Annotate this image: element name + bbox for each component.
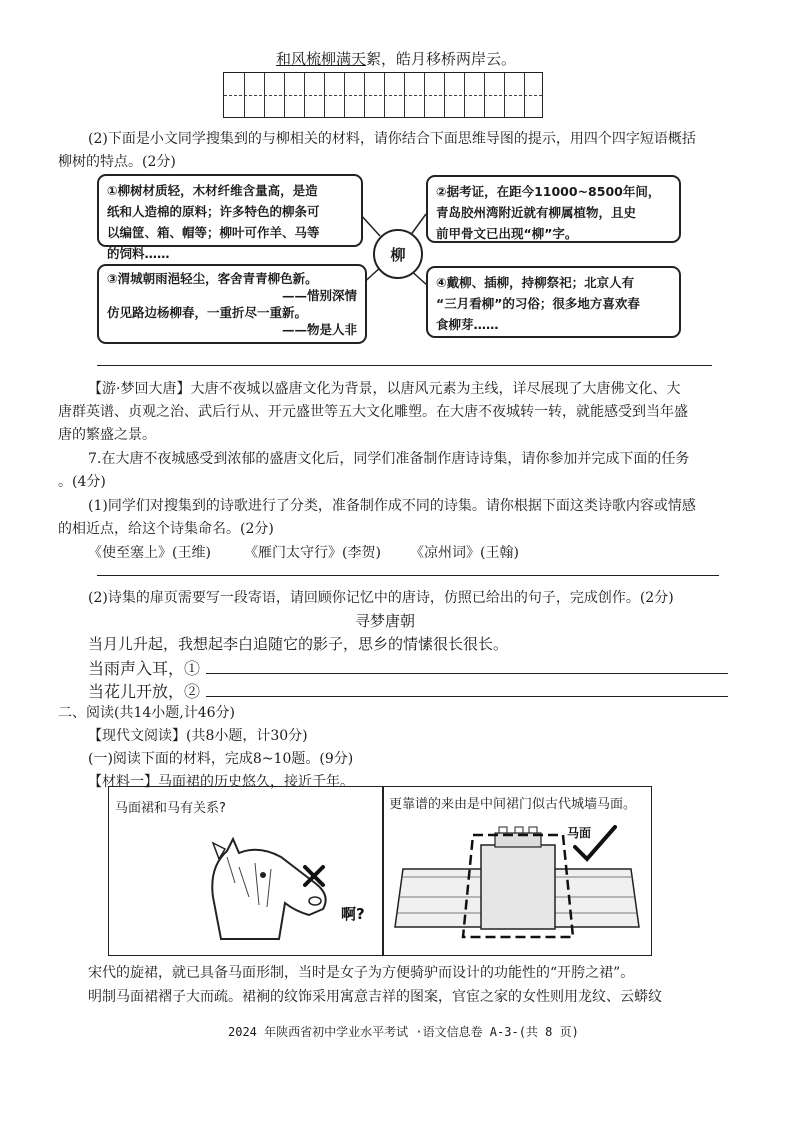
q7-sub2: (2)诗集的扉页需要写一段寄语，请回顾你记忆中的唐诗，仿照已给出的句子，完成创作。(2分) bbox=[88, 590, 674, 606]
mindmap-box-1: ①柳树材质轻，木材纤维含量高，是造 纸和人造棉的原料；许多特色的柳条可 以编筐、箱、帽等；柳叶可作羊、马等 的饲料…… bbox=[97, 174, 363, 247]
answer-line-q6[interactable] bbox=[97, 365, 712, 366]
body-line2: 明制马面裙褶子大而疏。裙裥的纹饰采用寓意吉祥的图案，官宦之家的女性则用龙纹、云蟒纹 bbox=[88, 989, 662, 1005]
page-footer: 2024 年陕西省初中学业水平考试 ·语文信息卷 A-3-(共 8 页) bbox=[228, 1025, 579, 1039]
answer-line-blank1[interactable] bbox=[206, 673, 728, 674]
q7-sub1-line2: 的相近点，给这个诗集命名。(2分) bbox=[58, 521, 274, 537]
q7-example: 当月儿升起，我想起李白追随它的影子，思乡的情愫很长很长。 bbox=[88, 635, 509, 653]
left-caption: 马面裙和马有关系? bbox=[115, 801, 226, 816]
reading-modern: 【现代文阅读】(共8小题，计30分) bbox=[88, 728, 308, 744]
mindmap-box-2: ②据考证，在距今11000~8500年间， 青岛胶州湾附近就有柳属植物，且史 前甲骨文已出现“柳”字。 bbox=[426, 175, 681, 243]
reading-material1: 【材料一】马面裙的历史悠久，接近千年。 bbox=[88, 774, 354, 790]
tang-line2: 唐群英谱、贞观之治、武后行从、开元盛世等五大文化雕塑。在大唐不夜城转一转，就能感受到当年盛 bbox=[58, 404, 688, 420]
poem-item-1: 《使至塞上》(王维) bbox=[88, 545, 211, 561]
q6-2-line1: (2)下面是小文同学搜集到的与柳相关的材料，请你结合下面思维导图的提示，用四个四字短语概括 bbox=[88, 131, 696, 147]
illustration-left-panel bbox=[108, 786, 384, 956]
reading-heading: 二、阅读(共14小题,计46分) bbox=[58, 705, 236, 721]
q7-line1: 7.在大唐不夜城感受到浓郁的盛唐文化后，同学们准备制作唐诗诗集，请你参加并完成下面的任务 bbox=[88, 451, 690, 467]
horse-head-image bbox=[109, 787, 382, 954]
poem-item-2: 《雁门太守行》(李贺) bbox=[244, 545, 381, 561]
mindmap-box-3: ③渭城朝雨浥轻尘，客舍青青柳色新。 ——惜别深情 仿见路边杨柳春，一重折尽一重新。 ——物是人非 bbox=[97, 264, 367, 344]
body-line1: 宋代的旋裙，就已具备马面形制，当时是女子为方便骑驴而设计的功能性的“开胯之裙”。 bbox=[88, 965, 635, 981]
mindmap-box-4: ④戴柳、插柳，持柳祭祀；北京人有 “三月看柳”的习俗；很多地方喜欢春 食柳芽…… bbox=[426, 266, 681, 338]
poem-item-3: 《凉州词》(王翰) bbox=[410, 545, 519, 561]
right-caption: 更靠谱的来由是中间裙门似古代城墙马面。 bbox=[389, 797, 637, 812]
reading-part1: (一)阅读下面的材料，完成8~10题。(9分) bbox=[88, 751, 354, 767]
answer-line-blank2[interactable] bbox=[206, 696, 728, 697]
q6-2-line2: 柳树的特点。(2分) bbox=[58, 154, 176, 170]
poem-rest: 絮，皓月移桥两岸云。 bbox=[366, 50, 517, 68]
tang-line3: 唐的繁盛之景。 bbox=[58, 427, 156, 443]
wall-label: 马面 bbox=[567, 826, 592, 840]
poem-underlined: 和风梳柳满天 bbox=[276, 50, 367, 68]
answer-line-q7-1[interactable] bbox=[97, 575, 719, 576]
q7-sub1-line1: (1)同学们对搜集到的诗歌进行了分类，准备制作成不同的诗集。请你根据下面这类诗歌内容或情感 bbox=[88, 498, 696, 514]
mindmap-center: 柳 bbox=[373, 229, 423, 279]
q7-blank2-label: 当花儿开放，② bbox=[88, 682, 201, 701]
tang-line1: 【游·梦回大唐】大唐不夜城以盛唐文化为背景，以唐风元素为主线，详尽展现了大唐佛文化、大 bbox=[88, 381, 681, 397]
question-text: 啊? bbox=[341, 905, 365, 923]
q7-blank1-label: 当雨声入耳，① bbox=[88, 659, 201, 678]
illustration-right-panel bbox=[382, 786, 652, 956]
city-wall-image bbox=[383, 787, 650, 954]
q7-line2: 。(4分) bbox=[58, 474, 106, 490]
q7-title: 寻梦唐朝 bbox=[355, 612, 416, 630]
